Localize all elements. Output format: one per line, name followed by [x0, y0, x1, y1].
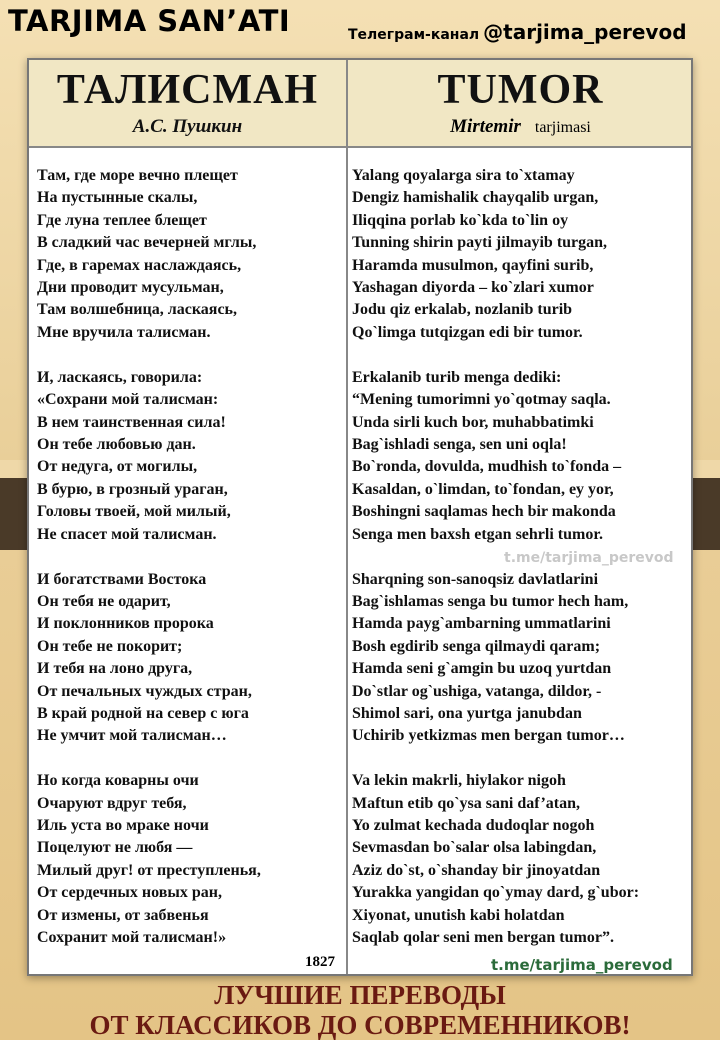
- stanza-gap: [352, 344, 687, 367]
- slogan-line-2: ОТ КЛАССИКОВ ДО СОВРЕМЕННИКОВ!: [89, 1010, 631, 1040]
- watermark-link: t.me/tarjima_perevod: [504, 550, 674, 566]
- original-line: В сладкий час вечерней мглы,: [37, 234, 257, 252]
- translator-credit: [348, 116, 693, 138]
- translation-line: Maftun etib qo`ysa sani daf’atan,: [352, 794, 581, 812]
- original-stanza: [37, 367, 337, 546]
- translation-stanza: [352, 569, 687, 748]
- translation-line: Unda sirli kuch bor, muhabbatimki: [352, 413, 594, 431]
- original-title: ТАЛИСМАН: [56, 67, 319, 113]
- original-line: И поклонников пророка: [37, 615, 214, 633]
- original-line: От сердечных новых ран,: [37, 884, 222, 902]
- poem-panel: [27, 58, 693, 976]
- translation-line: Bag`ishladi senga, sen uni oqla!: [352, 435, 567, 453]
- original-line: От измены, от забвенья: [37, 906, 209, 924]
- translation-line: Hamda payg`ambarning ummatlarini: [352, 615, 611, 633]
- slogan-line-1: ЛУЧШИЕ ПЕРЕВОДЫ: [214, 980, 506, 1010]
- translation-line: Sevmasdan bo`salar olsa labingdan,: [352, 839, 597, 857]
- telegram-channel[interactable]: [348, 20, 687, 44]
- original-line: Там волшебница, ласкаясь,: [37, 301, 238, 319]
- original-line: Дни проводит мусульман,: [37, 279, 224, 297]
- translation-line: Bo`ronda, dovulda, mudhish to`fonda –: [352, 458, 622, 476]
- translation-stanza: [352, 165, 687, 344]
- translation-line: Dengiz hamishalik chayqalib urgan,: [352, 189, 599, 207]
- translation-line: Yalang qoyalarga sira to`xtamay: [352, 167, 575, 184]
- translation-line: Tunning shirin payti jilmayib turgan,: [352, 234, 608, 252]
- translation-line: Bosh egdirib senga qilmaydi qaram;: [352, 637, 601, 655]
- translation-line: Shimol sari, ona yurtga janubdan: [352, 704, 582, 722]
- translation-line: Kasaldan, o`limdan, to`fondan, ey yor,: [352, 480, 614, 498]
- translation-line: Senga men baxsh etgan sehrli tumor.: [352, 525, 603, 543]
- title-row: [29, 60, 691, 148]
- translation-heading: [348, 60, 693, 138]
- original-line: Очаруют вдруг тебя,: [37, 794, 187, 812]
- translation-line: Yashagan diyorda – ko`zlari xumor: [352, 279, 594, 297]
- translation-line: Qo`limga tutqizgan edi bir tumor.: [352, 323, 583, 341]
- translation-line: Yurakka yangidan qo`ymay dard, g`ubor:: [352, 884, 640, 902]
- column-divider: [346, 60, 348, 974]
- page-header: [0, 0, 720, 52]
- original-line: Он тебе не покорит;: [37, 637, 183, 655]
- original-stanza: [37, 165, 337, 344]
- translator-suffix: tarjimasi: [534, 119, 591, 136]
- original-line: В нем таинственная сила!: [37, 413, 226, 431]
- translator-name: Mirtemir: [450, 116, 521, 137]
- translation-line: Haramda musulmon, qayfini surib,: [352, 256, 594, 274]
- original-stanza: [37, 770, 337, 949]
- original-line: Поцелуют не любя —: [37, 839, 193, 857]
- translation-title: TUMOR: [437, 67, 604, 113]
- stanza-gap: [352, 748, 687, 771]
- original-line: Он тебя не одарит,: [37, 592, 171, 610]
- translation-line: Iliqqina porlab ko`kda to`lin oy: [352, 211, 569, 229]
- original-line: Не умчит мой талисман…: [37, 727, 227, 745]
- translation-line: Jodu qiz erkalab, nozlanib turib: [352, 301, 573, 319]
- translation-line: Erkalanib turib menga dediki:: [352, 368, 562, 386]
- original-line: Он тебе любовью дан.: [37, 435, 196, 453]
- original-line: Мне вручила талисман.: [37, 323, 211, 341]
- channel-link[interactable]: t.me/tarjima_perevod: [491, 956, 673, 974]
- original-line: «Сохрани мой талисман:: [37, 391, 219, 409]
- translation-line: Saqlab qolar seni men bergan tumor”.: [352, 929, 614, 947]
- original-line: На пустынные скалы,: [37, 189, 198, 207]
- original-line: От недуга, от могилы,: [37, 458, 198, 476]
- translation-line: Uchirib yetkizmas men bergan tumor…: [352, 727, 625, 745]
- translation-stanza: [352, 367, 687, 546]
- translation-stanza: [352, 770, 687, 949]
- original-author: А.С. Пушкин: [132, 116, 243, 137]
- stanza-gap: [37, 344, 337, 367]
- original-line: И богатствами Востока: [37, 570, 207, 588]
- translation-line: Boshingni saqlamas hech bir makonda: [352, 503, 616, 521]
- translation-line: “Mening tumorimni yo`qotmay saqla.: [352, 391, 611, 409]
- original-line: И тебя на лоно друга,: [37, 660, 193, 678]
- original-line: От печальных чуждых стран,: [37, 682, 252, 700]
- original-stanza: [37, 569, 337, 748]
- stanza-gap: [37, 748, 337, 771]
- original-line: Сохранит мой талисман!»: [37, 929, 227, 947]
- original-line: В край родной на север с юга: [37, 704, 249, 722]
- channel-handle[interactable]: @tarjima_perevod: [483, 20, 687, 44]
- original-line: Не спасет мой талисман.: [37, 525, 217, 543]
- poem-year: 1827: [305, 954, 335, 970]
- stanza-gap: [37, 546, 337, 569]
- translation-line: Hamda seni g`amgin bu uzoq yurtdan: [352, 660, 612, 678]
- original-line: Где луна теплее блещет: [37, 211, 207, 229]
- translation-line: Sharqning son-sanoqsiz davlatlarini: [352, 570, 599, 588]
- translation-line: Va lekin makrli, hiylakor nigoh: [352, 772, 566, 790]
- original-line: В бурю, в грозный ураган,: [37, 480, 228, 498]
- original-line: Иль уста во мраке ночи: [37, 817, 209, 835]
- slogan: [0, 980, 720, 1040]
- translation-line: Xiyonat, unutish kabi holatdan: [352, 906, 565, 924]
- original-line: Головы твоей, мой милый,: [37, 503, 231, 521]
- original-heading: [29, 60, 346, 138]
- original-line: Милый друг! от преступленья,: [37, 861, 261, 879]
- channel-label: Телеграм-канал: [348, 27, 480, 43]
- original-line: Там, где море вечно плещет: [37, 167, 238, 184]
- translation-line: Bag`ishlamas senga bu tumor hech ham,: [352, 592, 629, 610]
- original-line: Но когда коварны очи: [37, 772, 199, 790]
- original-line: Где, в гаремах наслаждаясь,: [37, 256, 242, 274]
- translation-line: Do`stlar og`ushiga, vatanga, dildor, -: [352, 682, 602, 700]
- original-line: И, ласкаясь, говорила:: [37, 368, 203, 386]
- brand-title: TARJIMA SAN’ATI: [8, 4, 291, 38]
- translation-line: Yo zulmat kechada dudoqlar nogoh: [352, 817, 595, 835]
- original-poem: [37, 165, 337, 950]
- translation-line: Aziz do`st, o`shanday bir jinoyatdan: [352, 861, 601, 879]
